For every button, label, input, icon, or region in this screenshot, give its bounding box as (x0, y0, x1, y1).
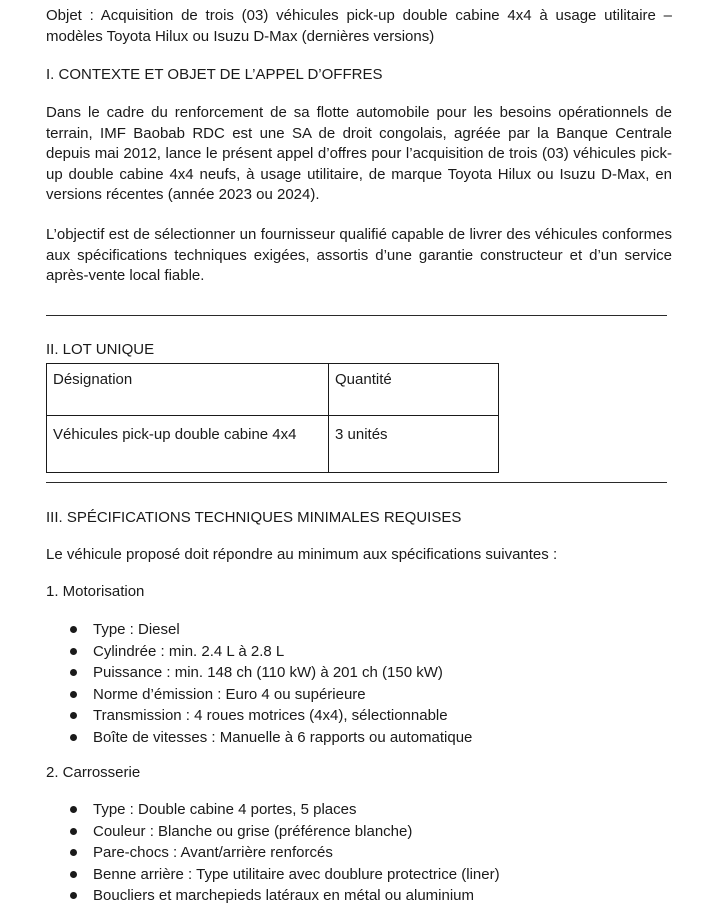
bullet-icon (70, 871, 77, 878)
lot-table (46, 363, 499, 473)
list-item: Type : Diesel (70, 619, 472, 641)
table-row (47, 416, 499, 473)
bullet-icon (70, 849, 77, 856)
section1-paragraph1: Dans le cadre du renforcement de sa flotte automobile pour les besoins opérationnels de terrain, IMF Baobab RDC est une SA de droit congolais, agréée par la Banque Centrale depuis mai 2012, lance le présent appel d’offres pour l’acquisition de trois (03) véhicules pick-up double cabine 4x4 neufs, à usage utilitaire, de marque Toyota Hilux ou Isuzu D-Max, en versions récentes (année 2023 ou 2024). (46, 104, 672, 203)
bullet-icon (70, 734, 77, 741)
list-item: Couleur : Blanche ou grise (préférence blanche) (70, 821, 500, 843)
motorisation-list (70, 619, 472, 749)
bullet-icon (70, 691, 77, 698)
bullet-icon (70, 712, 77, 719)
section1-paragraph2: L’objectif est de sélectionner un fournisseur qualifié capable de livrer des véhicules conformes aux spécifications techniques exigées, assortis d’une garantie constructeur et d’un service après-vente local fiable. (46, 226, 672, 284)
divider-1 (46, 315, 667, 316)
carrosserie-list (70, 799, 500, 907)
list-item: Boîte de vitesses : Manuelle à 6 rapports ou automatique (70, 727, 472, 749)
sub2-title: 2. Carrosserie (46, 764, 141, 781)
bullet-icon (70, 669, 77, 676)
bullet-icon (70, 806, 77, 813)
section1-title: I. CONTEXTE ET OBJET DE L’APPEL D’OFFRES (46, 66, 383, 83)
bullet-icon (70, 892, 77, 899)
sub1-title: 1. Motorisation (46, 583, 145, 600)
table-header-row (47, 364, 499, 416)
table-header-quantite: Quantité (329, 364, 499, 416)
list-item: Transmission : 4 roues motrices (4x4), sélectionnable (70, 705, 472, 727)
list-item: Pare-chocs : Avant/arrière renforcés (70, 842, 500, 864)
list-item: Benne arrière : Type utilitaire avec doublure protectrice (liner) (70, 864, 500, 886)
section2-title: II. LOT UNIQUE (46, 341, 155, 358)
list-item: Puissance : min. 148 ch (110 kW) à 201 ch (150 kW) (70, 662, 472, 684)
list-item: Cylindrée : min. 2.4 L à 2.8 L (70, 641, 472, 663)
bullet-icon (70, 648, 77, 655)
bullet-icon (70, 828, 77, 835)
section3-intro: Le véhicule proposé doit répondre au minimum aux spécifications suivantes : (46, 546, 558, 563)
bullet-icon (70, 626, 77, 633)
table-cell-designation: Véhicules pick-up double cabine 4x4 (47, 416, 329, 473)
list-item: Type : Double cabine 4 portes, 5 places (70, 799, 500, 821)
list-item: Boucliers et marchepieds latéraux en métal ou aluminium (70, 885, 500, 907)
divider-2 (46, 482, 667, 483)
table-header-designation: Désignation (47, 364, 329, 416)
table-cell-quantite: 3 unités (329, 416, 499, 473)
objet-paragraph: Objet : Acquisition de trois (03) véhicules pick-up double cabine 4x4 à usage utilitaire – modèles Toyota Hilux ou Isuzu D-Max (dernières versions) (46, 7, 672, 45)
list-item: Norme d’émission : Euro 4 ou supérieure (70, 684, 472, 706)
section3-title: III. SPÉCIFICATIONS TECHNIQUES MINIMALES REQUISES (46, 509, 462, 526)
